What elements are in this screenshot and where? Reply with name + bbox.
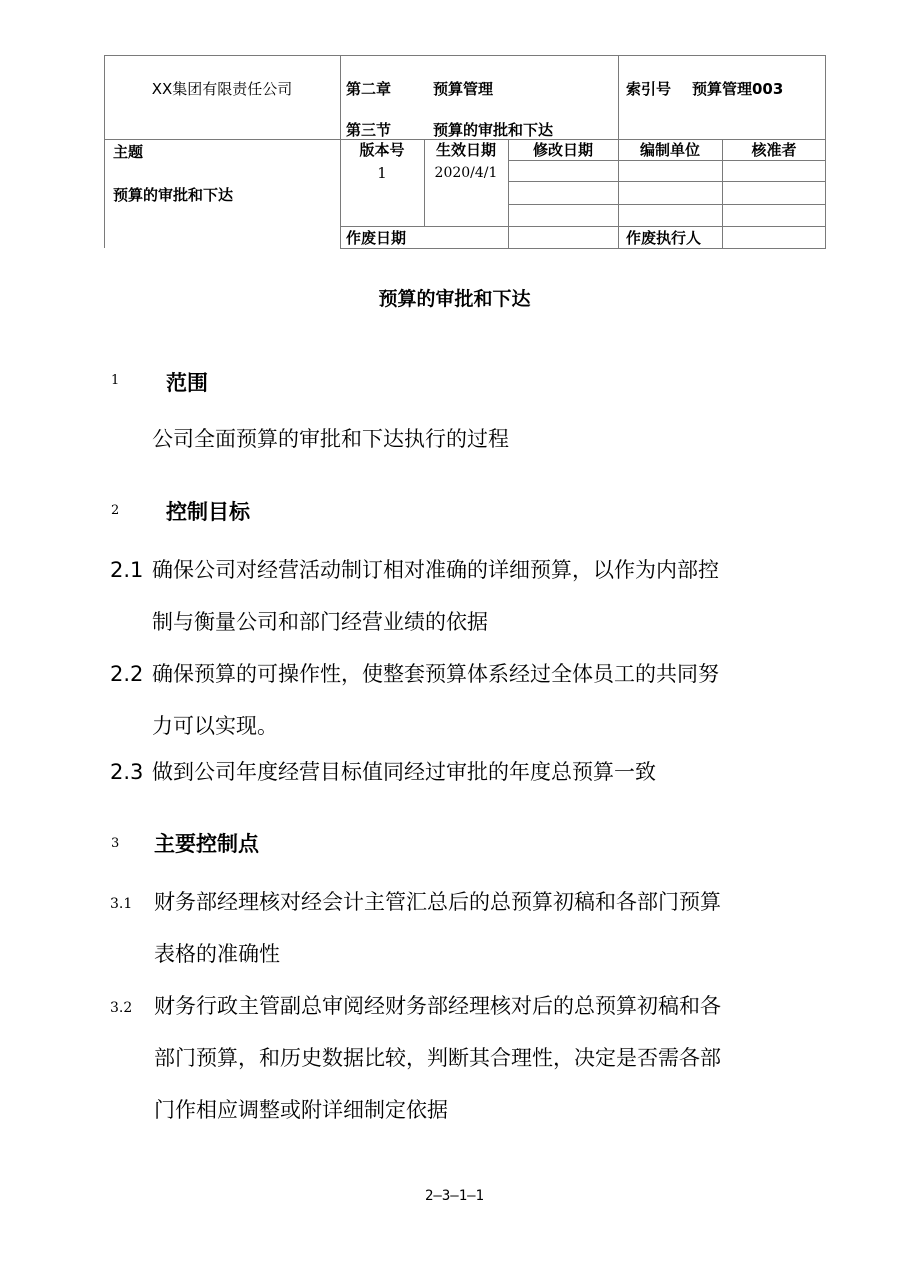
- item-number: 2.3: [110, 760, 144, 784]
- void-executor-label: 作废执行人: [626, 229, 702, 247]
- item-text-line: 财务部经理核对经会计主管汇总后的总预算初稿和各部门预算: [154, 890, 721, 914]
- version-label: 版本号: [359, 141, 405, 159]
- table-line: [508, 181, 826, 182]
- item-number: 2.1: [110, 558, 144, 582]
- page-footer: 2—3—1—1: [424, 1188, 484, 1204]
- index-value: 预算管理003: [692, 80, 784, 98]
- editor-label: 编制单位: [639, 141, 700, 159]
- version-value: 1: [377, 164, 387, 182]
- item-text-line: 部门预算，和历史数据比较，判断其合理性，决定是否需各部: [154, 1046, 721, 1070]
- document-title: 预算的审批和下达: [378, 288, 531, 310]
- table-line: [508, 204, 826, 205]
- paragraph-text: 公司全面预算的审批和下达执行的过程: [152, 427, 509, 451]
- table-line: [618, 55, 619, 139]
- section-title: 主要控制点: [154, 832, 259, 856]
- section-title: 范围: [166, 371, 208, 395]
- item-text-line: 表格的准确性: [154, 942, 280, 966]
- section-label: 第三节: [346, 121, 392, 139]
- list-item: [110, 544, 830, 648]
- item-number: 3.2: [110, 1000, 133, 1016]
- index-label: 索引号: [626, 80, 672, 98]
- item-text-line: 财务行政主管副总审阅经财务部经理核对后的总预算初稿和各: [154, 994, 721, 1018]
- list-item: [110, 746, 830, 798]
- table-line: [340, 248, 826, 249]
- modified-date-label: 修改日期: [532, 141, 593, 159]
- list-item: [110, 648, 830, 752]
- subject-label: 主题: [113, 143, 144, 161]
- list-item: [110, 980, 830, 1136]
- chapter-title: 预算管理: [433, 80, 494, 98]
- chapter-label: 第二章: [346, 80, 392, 98]
- section-number: 3: [111, 836, 120, 851]
- item-number: 3.1: [110, 896, 133, 912]
- section-number: 1: [111, 373, 120, 388]
- item-number: 2.2: [110, 662, 144, 686]
- section-title: 预算的审批和下达: [433, 121, 554, 139]
- approver-label: 核准者: [751, 141, 797, 159]
- list-item: [110, 876, 830, 980]
- table-line: [340, 139, 826, 140]
- section-body: [152, 413, 832, 465]
- table-line: [340, 226, 826, 227]
- effective-date-value: 2020/4/1: [434, 165, 498, 181]
- item-text-line: 制与衡量公司和部门经营业绩的依据: [152, 610, 488, 634]
- item-text-line: 力可以实现。: [152, 714, 278, 738]
- item-text-line: 确保预算的可操作性，使整套预算体系经过全体员工的共同努: [152, 662, 719, 686]
- section-number: 2: [111, 503, 120, 518]
- item-text-line: 门作相应调整或附详细制定依据: [154, 1098, 448, 1122]
- item-text-line: 做到公司年度经营目标值同经过审批的年度总预算一致: [152, 760, 656, 784]
- item-text-line: 确保公司对经营活动制订相对准确的详细预算，以作为内部控: [152, 558, 719, 582]
- table-line: [104, 55, 826, 56]
- subject-value: 预算的审批和下达: [113, 186, 234, 204]
- void-date-label: 作废日期: [346, 229, 407, 247]
- table-line: [104, 139, 340, 140]
- company-name: XX集团有限责任公司: [151, 80, 293, 98]
- section-title: 控制目标: [166, 500, 250, 524]
- effective-date-label: 生效日期: [435, 141, 496, 159]
- table-line: [508, 160, 826, 161]
